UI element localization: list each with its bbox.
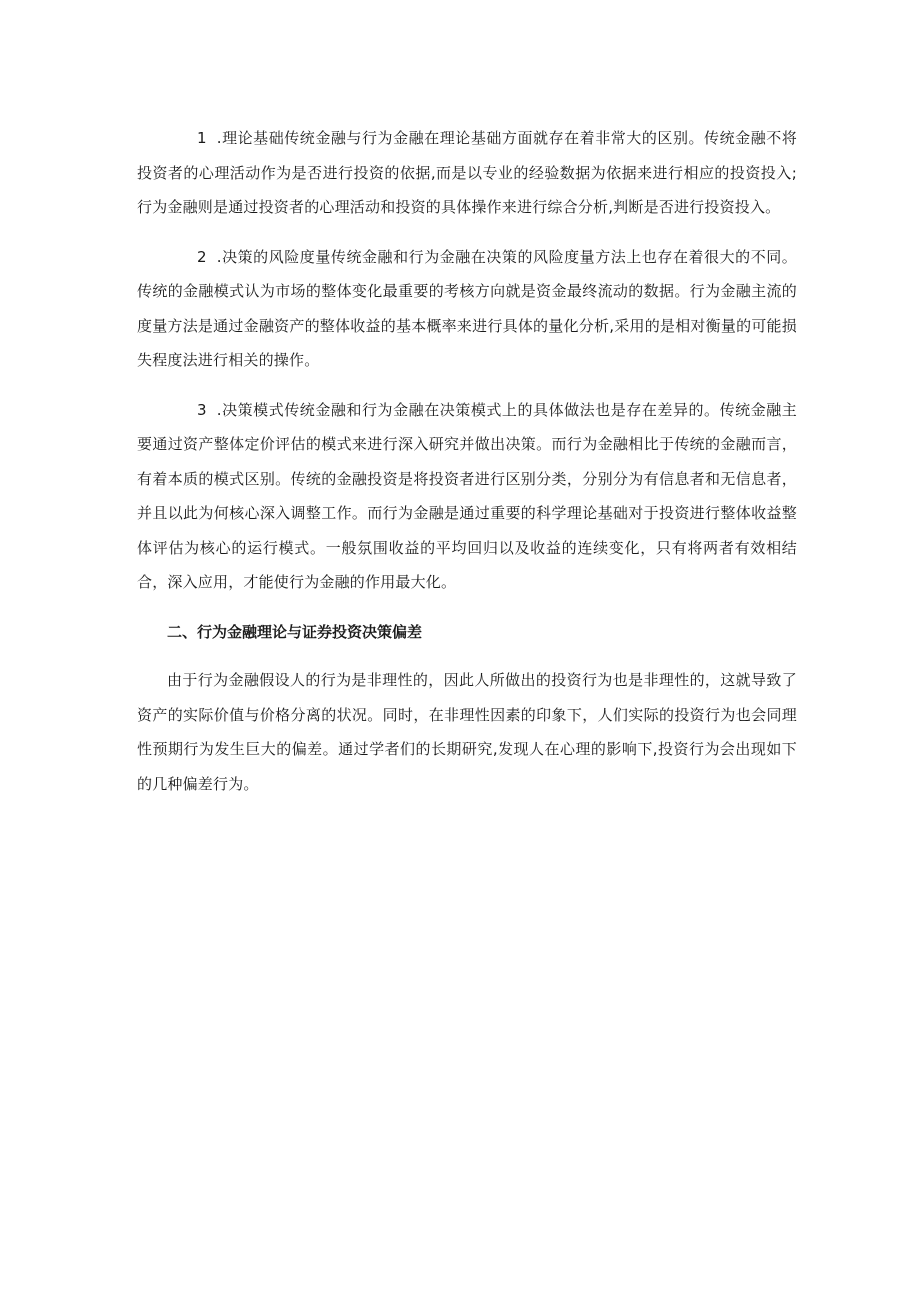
item-number: 3: [197, 400, 207, 419]
section-heading: 二、行为金融理论与证券投资决策偏差: [167, 622, 423, 641]
item-text: .理论基础传统金融与行为金融在理论基础方面就存在着非常大的区别。传统金融不将投资者的心理活动作为是否进行投资的依据,而是以专业的经验数据为依据来进行相应的投资投入;行为金融则是通过投资者的心理活动和投资的具体操作来进行综合分析,判断是否进行投资投入。: [137, 129, 797, 216]
item-text: .决策模式传统金融和行为金融在决策模式上的具体做法也是存在差异的。传统金融主要通过资产整体定价评估的模式来进行深入研究并做出决策。而行为金融相比于传统的金融而言，有着本质的模式区别。传统的金融投资是将投资者进行区别分类，分别分为有信息者和无信息者，并且以此为何核心深入调整工作。而行为金融是通过重要的科学理论基础对于投资进行整体收益整体评估为核心的运行模式。一般氛围收益的平均回归以及收益的连续变化，只有将两者有效相结合，深入应用，才能使行为金融的作用最大化。: [137, 400, 797, 591]
document-page: [137, 121, 797, 816]
list-item-theory-basis: [137, 121, 797, 225]
item-number: 1: [197, 129, 207, 147]
list-item-decision-mode: [137, 393, 797, 600]
item-number: 2: [197, 247, 207, 266]
closing-paragraph: 由于行为金融假设人的行为是非理性的，因此人所做出的投资行为也是非理性的，这就导致了资产的实际价值与价格分离的状况。同时，在非理性因素的印象下，人们实际的投资行为也会同理性预期行为发生巨大的偏差。通过学者们的长期研究,发现人在心理的影响下,投资行为会出现如下的几种偏差行为。: [137, 671, 797, 793]
list-item-risk-measure: [137, 240, 797, 378]
item-text: .决策的风险度量传统金融和行为金融在决策的风险度量方法上也存在着很大的不同。传统的金融模式认为市场的整体变化最重要的考核方向就是资金最终流动的数据。行为金融主流的度量方法是通过金融资产的整体收益的基本概率来进行具体的量化分析,采用的是相对衡量的可能损失程度法进行相关的操作。: [137, 247, 797, 369]
